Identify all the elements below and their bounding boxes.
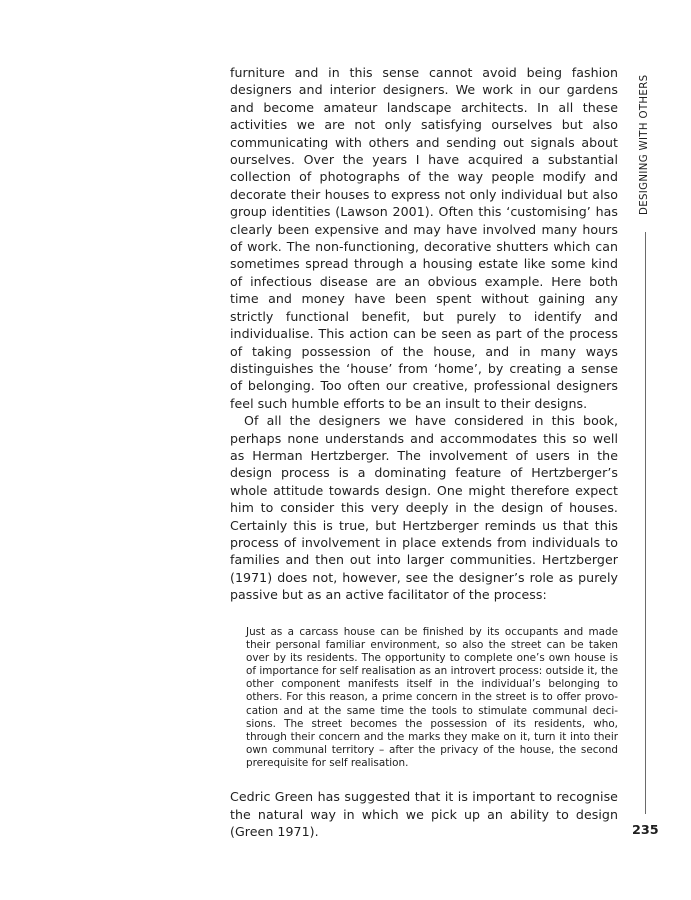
paragraph-cedric-green: Cedric Green has suggested that it is important to recognise the natural way in which we pick up an ability to design (Green 1971).	[230, 789, 618, 840]
body-text-column	[230, 64, 618, 841]
block-quote-hertzberger: Just as a carcass house can be finished by its occupants and made their personal familiar environment, so also the street can be taken over by its residents. The opportunity to complete one’s own house is of importance for self realisation as an introvert process: outside it, the other component manifests itself in the individual’s belonging to others. For this reason, a prime concern in the street is to offer provocation and at the same time the tools to stimulate communal decisions. The street becomes the possession of its residents, who, through their concern and the marks they make on it, turn it into their own communal territory – after the privacy of the house, the second prerequisite for self realisation.	[246, 625, 618, 770]
running-head: DESIGNING WITH OTHERS	[639, 74, 650, 215]
page-number: 235	[632, 823, 659, 838]
paragraph-continued: furniture and in this sense cannot avoid being fashion designers and interior designers. We work in our gardens and become amateur landscape architects. In all these activities we are not only satisfying ourselves but also communicating with others and sending out signals about ourselves. Over the years I have acquired a substantial collection of photographs of the way people modify and decorate their houses to express not only individual but also group identities (Lawson 2001). Often this ‘customising’ has clearly been expensive and may have involved many hours of work. The non-functioning, decorative shutters which can sometimes spread through a housing estate like some kind of infectious disease are an obvious example. Here both time and money have been spent without gaining any strictly functional benefit, but purely to identify and individualise. This action can be seen as part of the process of taking possession of the house, and in many ways distinguishes the ‘house’ from ‘home’, by creating a sense of belonging. Too often our creative, professional designers feel such humble efforts to be an insult to their designs.	[230, 65, 618, 411]
paragraph-hertzberger: Of all the designers we have considered in this book, perhaps none understands and accommodates this so well as Herman Hertzberger. The involvement of users in the design process is a dominating feature of Hertzberger’s whole attitude towards design. One might therefore expect him to consider this very deeply in the design of houses. Certainly this is true, but Hertzberger reminds us that this process of involvement in place extends from individuals to families and then out into larger communities. Hertzberger (1971) does not, however, see the designer’s role as purely passive but as an active facilitator of the process:	[230, 413, 618, 603]
margin-rule	[645, 232, 646, 814]
